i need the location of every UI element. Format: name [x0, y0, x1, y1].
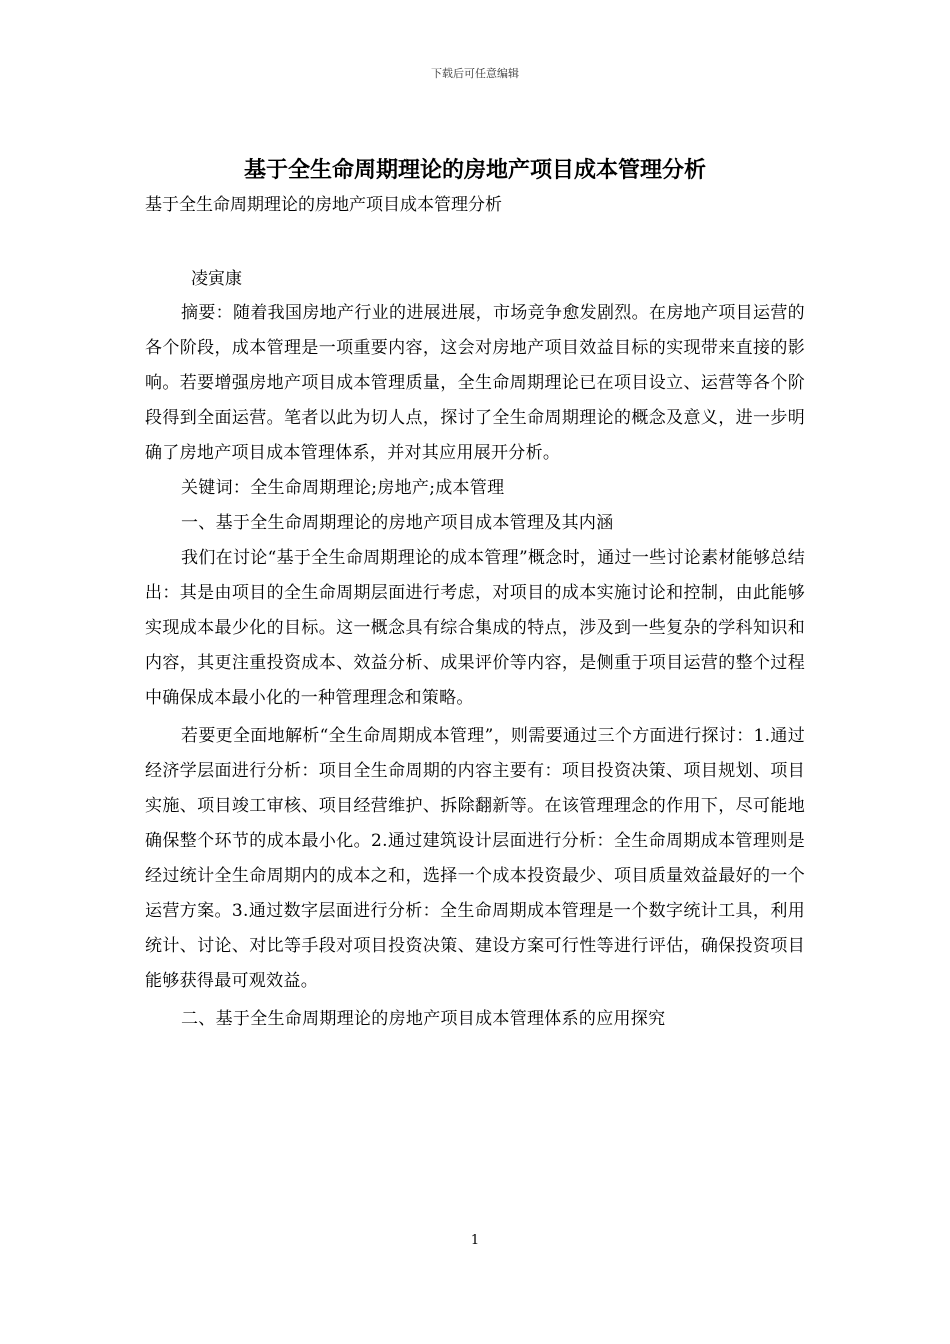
keywords-paragraph: 关键词：全生命周期理论;房地产;成本管理 — [181, 478, 505, 498]
document-subtitle: 基于全生命周期理论的房地产项目成本管理分析 — [145, 195, 502, 215]
document-body — [145, 150, 805, 1037]
author-name: 凌寅康 — [191, 269, 242, 289]
document-title: 基于全生命周期理论的房地产项目成本管理分析 — [243, 157, 706, 183]
page-number: 1 — [470, 1233, 480, 1248]
section-heading-2: 二、基于全生命周期理论的房地产项目成本管理体系的应用探究 — [181, 1009, 666, 1029]
section-heading-1: 一、基于全生命周期理论的房地产项目成本管理及其内涵 — [181, 513, 614, 533]
body-paragraph-2: 若要更全面地解析“全生命周期成本管理”，则需要通过三个方面进行探讨：1.通过经济学层面进行分析：项目全生命周期的内容主要有：项目投资决策、项目规划、项目实施、项目竣工审核、项目经营维护、拆除翻新等。在该管理理念的作用下，尽可能地确保整个环节的成本最小化。2.通过建筑设计层面进行分析：全生命周期成本管理则是经过统计全生命周期内的成本之和，选择一个成本投资最少、项目质量效益最好的一个运营方案。3.通过数字层面进行分析：全生命周期成本管理是一个数字统计工具，利用统计、讨论、对比等手段对项目投资决策、建设方案可行性等进行评估，确保投资项目能够获得最可观效益。 — [145, 726, 805, 991]
body-paragraph-1: 我们在讨论“基于全生命周期理论的成本管理”概念时，通过一些讨论素材能够总结出：其是由项目的全生命周期层面进行考虑，对项目的成本实施讨论和控制，由此能够实现成本最少化的目标。这一概念具有综合集成的特点，涉及到一些复杂的学科知识和内容，其更注重投资成本、效益分析、成果评价等内容，是侧重于项目运营的整个过程中确保成本最小化的一种管理理念和策略。 — [145, 548, 805, 708]
blank-line — [145, 220, 805, 262]
header-note: 下载后可任意编辑 — [431, 67, 519, 80]
abstract-paragraph: 摘要：随着我国房地产行业的进展进展，市场竞争愈发剧烈。在房地产项目运营的各个阶段，成本管理是一项重要内容，这会对房地产项目效益目标的实现带来直接的影响。若要增强房地产项目成本管理质量，全生命周期理论已在项目设立、运营等各个阶段得到全面运营。笔者以此为切人点，探讨了全生命周期理论的概念及意义，进一步明确了房地产项目成本管理体系，并对其应用展开分析。 — [145, 303, 805, 463]
